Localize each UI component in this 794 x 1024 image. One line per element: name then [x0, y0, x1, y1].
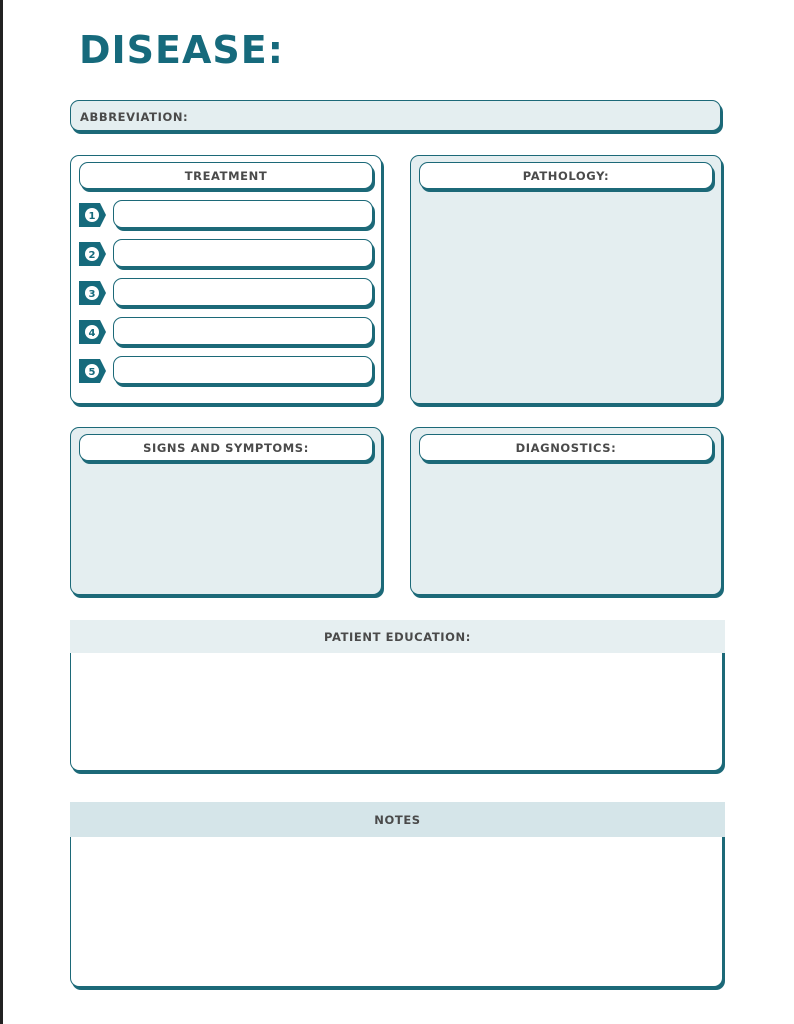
treatment-number-3-icon: [79, 281, 106, 305]
treatment-item-5-field[interactable]: [113, 356, 373, 384]
treatment-number-5-text: 5: [88, 367, 96, 378]
notes-label: NOTES: [374, 812, 421, 827]
treatment-item-3-field[interactable]: [113, 278, 373, 306]
abbreviation-label: ABBREVIATION:: [80, 110, 189, 124]
treatment-number-4-icon: [79, 320, 106, 344]
treatment-header: [79, 162, 373, 189]
treatment-number-1-icon: [79, 203, 106, 227]
treatment-number-1-text: 1: [88, 211, 96, 222]
pathology-label: PATHOLOGY:: [522, 168, 610, 183]
diagnostics-header: [419, 434, 713, 461]
page-title: DISEASE:: [79, 28, 284, 72]
treatment-item-4-field[interactable]: [113, 317, 373, 345]
treatment-item-1-field[interactable]: [113, 200, 373, 228]
treatment-number-2-icon: [79, 242, 106, 266]
notes-area[interactable]: [70, 834, 723, 987]
treatment-item-2-field[interactable]: [113, 239, 373, 267]
patient-education-header: [70, 620, 725, 653]
patient-education-area[interactable]: [70, 650, 723, 771]
treatment-label: TREATMENT: [184, 168, 268, 183]
signs-symptoms-header: [79, 434, 373, 461]
page-edge-rule: [0, 0, 3, 1024]
pathology-panel[interactable]: [410, 155, 722, 404]
pathology-header: [419, 162, 713, 189]
treatment-number-5-icon: [79, 359, 106, 383]
patient-education-label: PATIENT EDUCATION:: [324, 629, 471, 644]
abbreviation-field[interactable]: [70, 100, 721, 131]
treatment-number-2-text: 2: [88, 250, 96, 261]
diagnostics-label: DIAGNOSTICS:: [515, 440, 617, 455]
treatment-number-3-text: 3: [88, 289, 96, 300]
signs-symptoms-label: SIGNS AND SYMPTOMS:: [143, 440, 309, 455]
notes-header: [70, 802, 725, 837]
treatment-number-4-text: 4: [88, 328, 96, 339]
